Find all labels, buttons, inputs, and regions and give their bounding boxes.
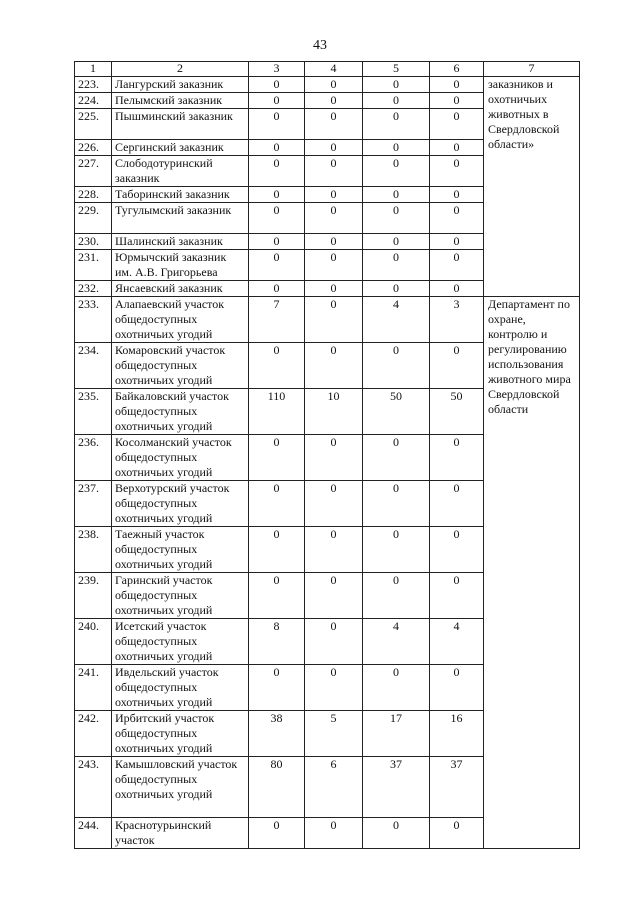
row-name: Пелымский заказник [112, 93, 249, 109]
row-name: Таборинский заказник [112, 187, 249, 203]
row-col5: 0 [363, 203, 430, 234]
row-col6: 0 [430, 93, 484, 109]
row-col4: 6 [305, 757, 363, 818]
row-col5: 0 [363, 818, 430, 849]
row-name: Комаровский участок общедоступных охотничьих угодий [112, 343, 249, 389]
row-col6: 50 [430, 389, 484, 435]
row-col4: 0 [305, 234, 363, 250]
table-row [75, 77, 580, 93]
row-col6: 0 [430, 573, 484, 619]
row-number: 229. [75, 203, 112, 234]
responsible-cell-2: Департамент по охране, контролю и регулированию использования животного мира Свердловской области [484, 297, 580, 849]
row-col3: 7 [249, 297, 305, 343]
row-number: 230. [75, 234, 112, 250]
row-col4: 10 [305, 389, 363, 435]
row-number: 244. [75, 818, 112, 849]
row-col6: 0 [430, 234, 484, 250]
row-col3: 80 [249, 757, 305, 818]
row-number: 234. [75, 343, 112, 389]
header-cell-6: 6 [430, 62, 484, 77]
row-col5: 0 [363, 281, 430, 297]
table-row [75, 297, 580, 343]
row-col5: 37 [363, 757, 430, 818]
row-col3: 0 [249, 140, 305, 156]
row-col5: 0 [363, 187, 430, 203]
row-name: Пышминский заказник [112, 109, 249, 140]
row-col3: 0 [249, 343, 305, 389]
row-number: 236. [75, 435, 112, 481]
row-col4: 0 [305, 203, 363, 234]
row-name: Исетский участок общедоступных охотничьих угодий [112, 619, 249, 665]
row-name: Камышловский участок общедоступных охотничьих угодий [112, 757, 249, 818]
row-col6: 0 [430, 665, 484, 711]
data-table [74, 61, 580, 849]
header-cell-4: 4 [305, 62, 363, 77]
row-number: 242. [75, 711, 112, 757]
row-number: 241. [75, 665, 112, 711]
row-name: Слободотуринский заказник [112, 156, 249, 187]
row-col3: 0 [249, 109, 305, 140]
row-col5: 0 [363, 573, 430, 619]
row-col4: 0 [305, 109, 363, 140]
row-col5: 0 [363, 234, 430, 250]
row-col5: 0 [363, 109, 430, 140]
row-name: Байкаловский участок общедоступных охотничьих угодий [112, 389, 249, 435]
row-col5: 17 [363, 711, 430, 757]
row-col4: 5 [305, 711, 363, 757]
row-number: 238. [75, 527, 112, 573]
row-col5: 0 [363, 665, 430, 711]
row-col6: 3 [430, 297, 484, 343]
row-col6: 0 [430, 250, 484, 281]
row-col6: 0 [430, 77, 484, 93]
responsible-cell-1: заказников и охотничьих животных в Свердловской области» [484, 77, 580, 297]
header-row [75, 62, 580, 77]
row-col3: 0 [249, 281, 305, 297]
row-number: 235. [75, 389, 112, 435]
row-col3: 0 [249, 250, 305, 281]
row-col4: 0 [305, 435, 363, 481]
page-number: 43 [313, 38, 327, 53]
row-col4: 0 [305, 481, 363, 527]
row-name: Тугулымский заказник [112, 203, 249, 234]
row-col3: 0 [249, 77, 305, 93]
row-name: Сергинский заказник [112, 140, 249, 156]
row-col3: 0 [249, 156, 305, 187]
row-col4: 0 [305, 187, 363, 203]
row-col3: 0 [249, 203, 305, 234]
row-name: Косолманский участок общедоступных охотничьих угодий [112, 435, 249, 481]
row-number: 225. [75, 109, 112, 140]
row-name: Ирбитский участок общедоступных охотничьих угодий [112, 711, 249, 757]
row-number: 231. [75, 250, 112, 281]
row-number: 232. [75, 281, 112, 297]
row-col4: 0 [305, 156, 363, 187]
header-cell-3: 3 [249, 62, 305, 77]
row-col6: 0 [430, 527, 484, 573]
row-col6: 0 [430, 109, 484, 140]
row-col6: 0 [430, 818, 484, 849]
row-col5: 0 [363, 156, 430, 187]
row-number: 224. [75, 93, 112, 109]
row-number: 233. [75, 297, 112, 343]
row-col6: 0 [430, 156, 484, 187]
row-col6: 0 [430, 435, 484, 481]
row-number: 227. [75, 156, 112, 187]
row-number: 239. [75, 573, 112, 619]
row-number: 226. [75, 140, 112, 156]
row-col3: 0 [249, 818, 305, 849]
row-number: 223. [75, 77, 112, 93]
row-col3: 0 [249, 665, 305, 711]
row-name: Ивдельский участок общедоступных охотничьих угодий [112, 665, 249, 711]
row-col3: 0 [249, 481, 305, 527]
row-col6: 4 [430, 619, 484, 665]
row-col4: 0 [305, 343, 363, 389]
row-col3: 0 [249, 187, 305, 203]
row-col6: 0 [430, 343, 484, 389]
row-col5: 0 [363, 77, 430, 93]
row-col4: 0 [305, 527, 363, 573]
row-name: Алапаевский участок общедоступных охотничьих угодий [112, 297, 249, 343]
row-col4: 0 [305, 619, 363, 665]
row-name: Юрмычский заказник им. А.В. Григорьева [112, 250, 249, 281]
row-col4: 0 [305, 250, 363, 281]
row-number: 240. [75, 619, 112, 665]
row-col5: 0 [363, 93, 430, 109]
row-col4: 0 [305, 297, 363, 343]
row-name: Лангурский заказник [112, 77, 249, 93]
row-col6: 0 [430, 281, 484, 297]
header-cell-2: 2 [112, 62, 249, 77]
row-col6: 0 [430, 481, 484, 527]
row-col3: 0 [249, 93, 305, 109]
row-col3: 0 [249, 527, 305, 573]
row-col5: 0 [363, 250, 430, 281]
row-col5: 50 [363, 389, 430, 435]
row-col5: 0 [363, 481, 430, 527]
row-number: 228. [75, 187, 112, 203]
row-col5: 0 [363, 435, 430, 481]
row-col5: 0 [363, 343, 430, 389]
header-cell-7: 7 [484, 62, 580, 77]
row-name: Верхотурский участок общедоступных охотничьих угодий [112, 481, 249, 527]
row-col3: 0 [249, 435, 305, 481]
row-name: Шалинский заказник [112, 234, 249, 250]
row-col5: 0 [363, 140, 430, 156]
header-cell-1: 1 [75, 62, 112, 77]
row-col3: 8 [249, 619, 305, 665]
row-col3: 0 [249, 234, 305, 250]
row-col3: 0 [249, 573, 305, 619]
row-col4: 0 [305, 140, 363, 156]
row-col4: 0 [305, 93, 363, 109]
row-col3: 110 [249, 389, 305, 435]
row-name: Краснотурьинский участок [112, 818, 249, 849]
row-col5: 4 [363, 619, 430, 665]
row-col4: 0 [305, 573, 363, 619]
header-cell-5: 5 [363, 62, 430, 77]
row-number: 237. [75, 481, 112, 527]
row-number: 243. [75, 757, 112, 818]
row-col6: 0 [430, 140, 484, 156]
row-col5: 4 [363, 297, 430, 343]
row-col6: 0 [430, 187, 484, 203]
row-col4: 0 [305, 818, 363, 849]
row-name: Гаринский участок общедоступных охотничьих угодий [112, 573, 249, 619]
row-col6: 0 [430, 203, 484, 234]
row-col6: 37 [430, 757, 484, 818]
row-col4: 0 [305, 665, 363, 711]
row-name: Янсаевский заказник [112, 281, 249, 297]
row-name: Таежный участок общедоступных охотничьих угодий [112, 527, 249, 573]
row-col5: 0 [363, 527, 430, 573]
row-col4: 0 [305, 281, 363, 297]
row-col6: 16 [430, 711, 484, 757]
row-col4: 0 [305, 77, 363, 93]
row-col3: 38 [249, 711, 305, 757]
